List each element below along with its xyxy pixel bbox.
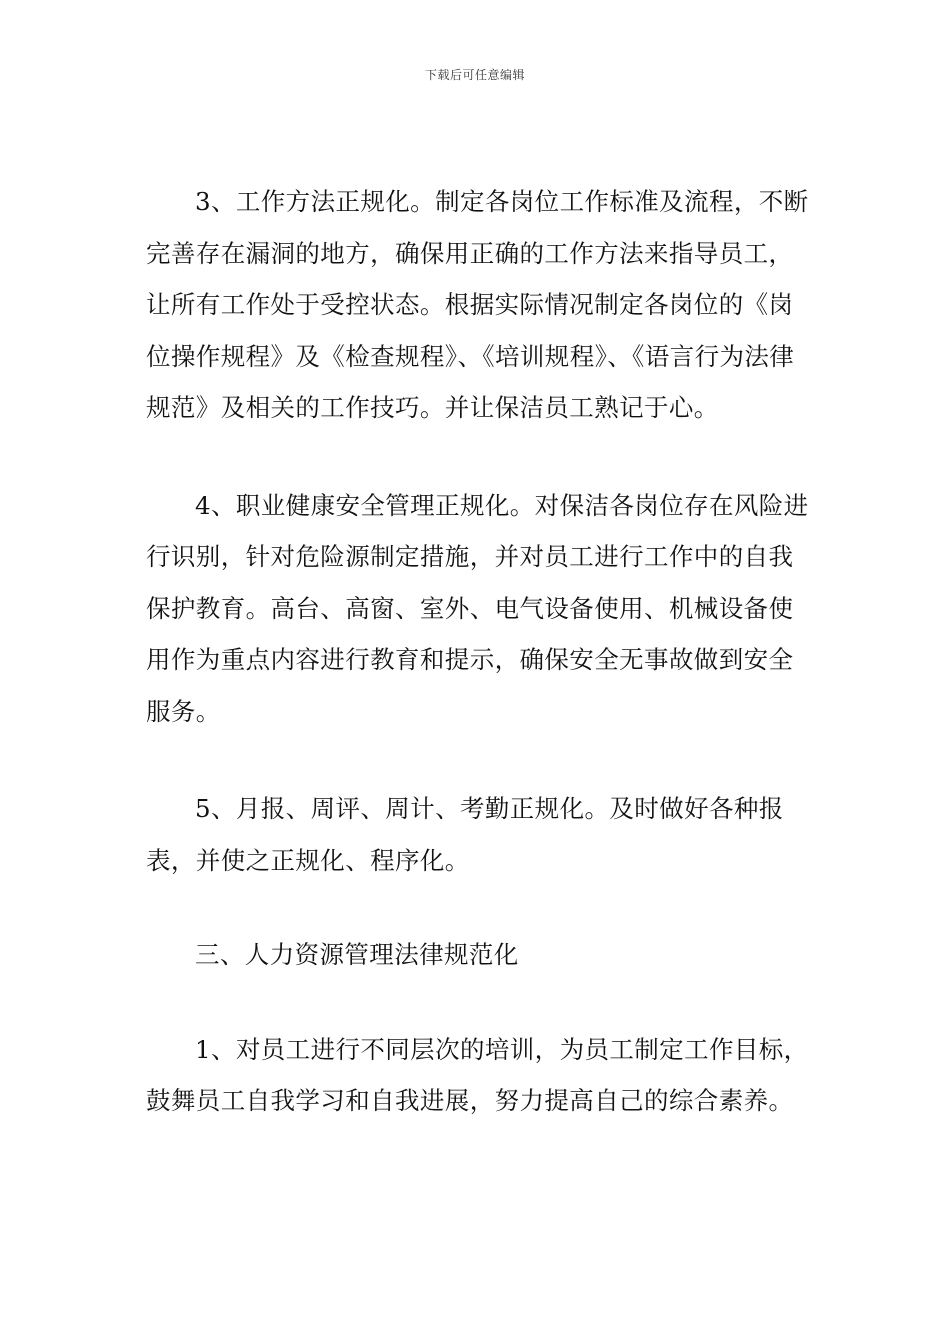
document-body xyxy=(146,176,810,1127)
page-header-watermark: 下载后可任意编辑 xyxy=(424,68,525,82)
paragraph-work-method: 3、工作方法正规化。制定各岗位工作标准及流程，不断完善存在漏洞的地方，确保用正确的工作方法来指导员工，让所有工作处于受控状态。根据实际情况制定各岗位的《岗位操作规程》及《检查规程》、《培训规程》、《语言行为法律规范》及相关的工作技巧。并让保洁员工熟记于心。 xyxy=(146,187,809,422)
section-heading-hr: 三、人力资源管理法律规范化 xyxy=(195,940,519,969)
paragraph-training: 1、对员工进行不同层次的培训，为员工制定工作目标，鼓舞员工自我学习和自我进展，努力提高自己的综合素养。 xyxy=(146,1034,809,1115)
paragraph-occupational-safety: 4、职业健康安全管理正规化。对保洁各岗位存在风险进行识别，针对危险源制定措施，并对员工进行工作中的自我保护教育。高台、高窗、室外、电气设备使用、机械设备使用作为重点内容进行教育和提示，确保安全无事故做到安全服务。 xyxy=(146,490,809,726)
paragraph-reports: 5、月报、周评、周计、考勤正规化。及时做好各种报表，并使之正规化、程序化。 xyxy=(146,794,784,875)
